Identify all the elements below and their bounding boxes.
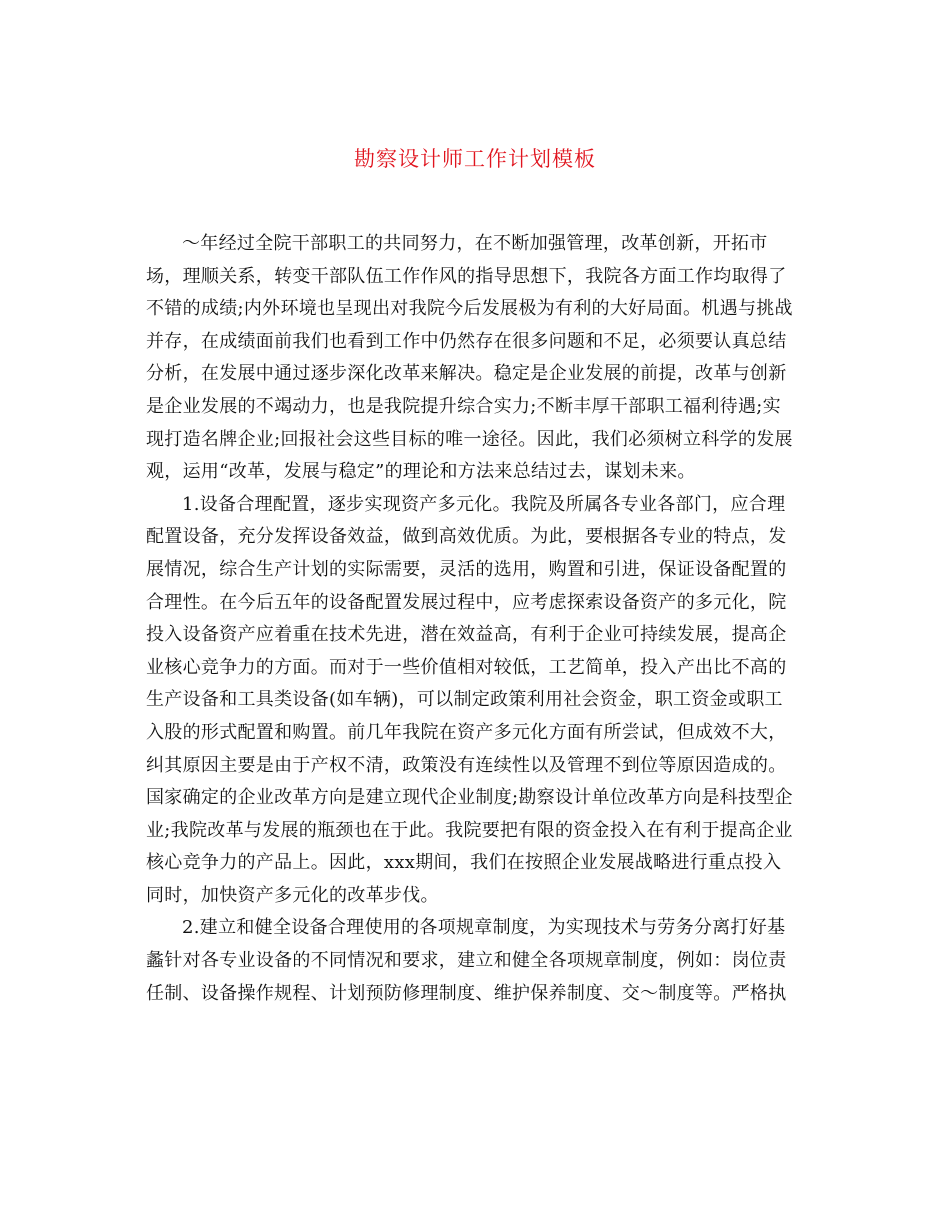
text-line: 是企业发展的不竭动力，也是我院提升综合实力;不断丰厚干部职工福利待遇;实 <box>146 395 781 417</box>
text-line: 业核心竞争力的方面。而对于一些价值相对较低，工艺简单，投入产出比不高的 <box>146 656 787 678</box>
text-line: 业;我院改革与发展的瓶颈也在于此。我院要把有限的资金投入在有利于提高企业 <box>146 819 793 841</box>
text-line: 并存，在成绩面前我们也看到工作中仍然存在很多问题和不足，必须要认真总结 <box>146 330 787 352</box>
text-line: 场，理顺关系，转变干部队伍工作作风的指导思想下，我院各方面工作均取得了 <box>146 265 787 287</box>
text-line: 同时，加快资产多元化的改革步伐。 <box>146 884 439 906</box>
text-line: 生产设备和工具类设备(如车辆)，可以制定政策利用社会资金，职工资金或职工 <box>146 689 783 711</box>
text-line: 观，运用“改革，发展与稳定”的理论和方法来总结过去，谋划未来。 <box>146 461 696 483</box>
text-line: 分析，在发展中通过逐步深化改革来解决。稳定是企业发展的前提，改革与创新 <box>146 363 787 385</box>
text-line: 国家确定的企业改革方向是建立现代企业制度;勘察设计单位改革方向是科技型企 <box>146 787 793 809</box>
text-line: 合理性。在今后五年的设备配置发展过程中，应考虑探索设备资产的多元化，院 <box>146 591 787 613</box>
paragraph-section-1 <box>146 489 814 913</box>
text-line: 现打造名牌企业;回报社会这些目标的唯一途径。因此，我们必须树立科学的发展 <box>146 428 793 450</box>
text-line: 2.建立和健全设备合理使用的各项规章制度，为实现技术与劳务分离打好基 <box>182 917 786 939</box>
document-body <box>146 228 814 1010</box>
text-line: 纠其原因主要是由于产权不清，政策没有连续性以及管理不到位等原因造成的。 <box>146 754 787 776</box>
text-line: 核心竞争力的产品上。因此，xxx期间，我们在按照企业发展战略进行重点投入 <box>146 852 782 874</box>
text-line: 配置设备，充分发挥设备效益，做到高效优质。为此，要根据各专业的特点，发 <box>146 526 787 548</box>
text-line: 蠡针对各专业设备的不同情况和要求，建立和健全各项规章制度，例如：岗位责 <box>146 950 787 972</box>
text-line: 任制、设备操作规程、计划预防修理制度、维护保养制度、交～制度等。严格执 <box>146 982 787 1004</box>
text-line: 不错的成绩;内外环境也呈现出对我院今后发展极为有利的大好局面。机遇与挑战 <box>146 298 793 320</box>
text-line: 1.设备合理配置，逐步实现资产多元化。我院及所属各专业各部门，应合理 <box>182 493 786 515</box>
text-line: 入股的形式配置和购置。前几年我院在资产多元化方面有所尝试，但成效不大， <box>146 721 787 743</box>
text-line: ～年经过全院干部职工的共同努力，在不断加强管理，改革创新，开拓市 <box>182 233 768 254</box>
text-line: 投入设备资产应着重在技术先进，潜在效益高，有利于企业可持续发展，提高企 <box>146 624 787 646</box>
paragraph-section-2 <box>146 912 814 1010</box>
document-title: 勘察设计师工作计划模板 <box>354 147 596 171</box>
paragraph-intro <box>146 228 814 489</box>
text-line: 展情况，综合生产计划的实际需要，灵活的选用，购置和引进，保证设备配置的 <box>146 558 787 580</box>
